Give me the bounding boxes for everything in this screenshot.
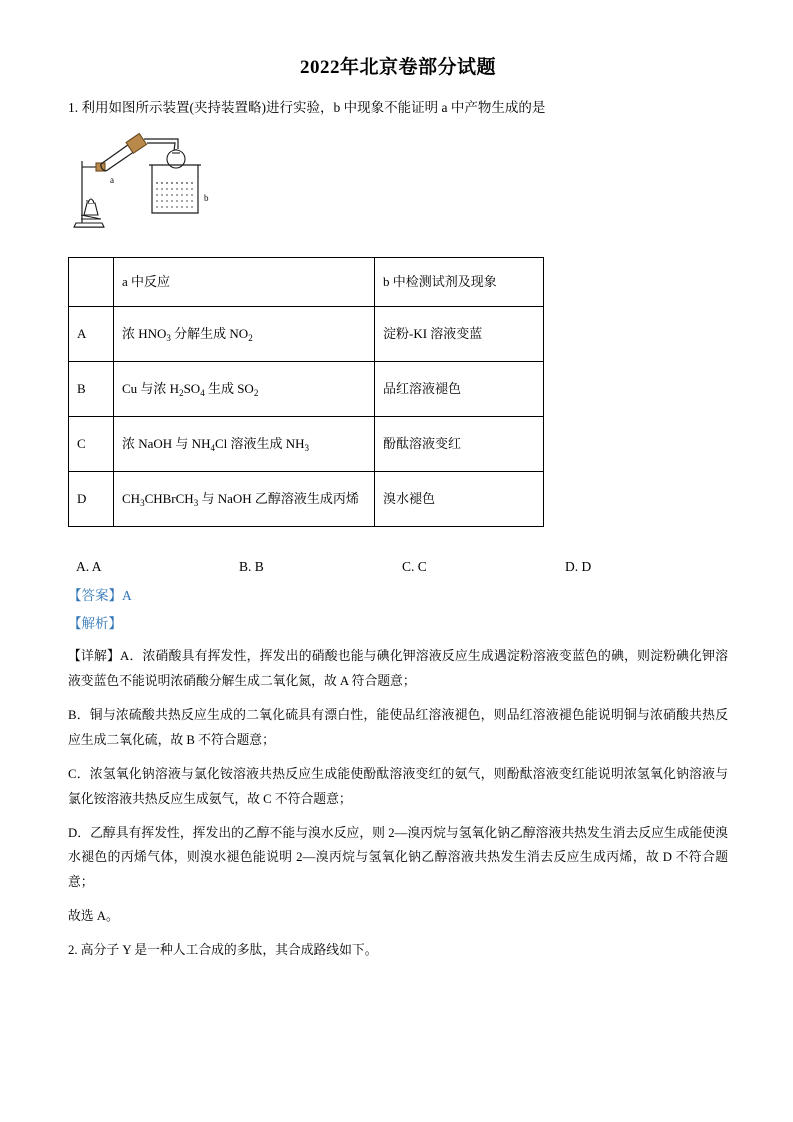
table-row (69, 306, 544, 361)
question1-table (68, 257, 544, 527)
explanation-a: 【详解】A．浓硝酸具有挥发性，挥发出的硝酸也能与碘化钾溶液反应生成遇淀粉溶液变蓝色的碘，则淀粉碘化钾溶液变蓝色不能说明浓硝酸分解生成二氧化氮，故 A 符合题意； (68, 648, 728, 688)
row-reaction: $CH_3CHBrCH_3$ 与 NaOH 乙醇溶液生成丙烯 (114, 471, 375, 526)
experiment-figure (68, 123, 728, 251)
header-detect: b 中检测试剂及现象 (375, 257, 544, 306)
table-row (69, 416, 544, 471)
row-detect: 淀粉-KI 溶液变蓝 (375, 306, 544, 361)
figure-label-a: a (110, 174, 114, 185)
answer-line: 【答案】A (68, 587, 132, 603)
question1-options (76, 559, 728, 575)
table-row (69, 361, 544, 416)
row-detect: 品红溶液褪色 (375, 361, 544, 416)
row-index: C (69, 416, 114, 471)
row-index: D (69, 471, 114, 526)
explanation-b: B．铜与浓硫酸共热反应生成的二氧化硫具有漂白性，能使品红溶液褪色，则品红溶液褪色能说明铜与浓硝酸共热反应生成二氧化硫，故 B 不符合题意； (68, 707, 728, 747)
table-header-row (69, 257, 544, 306)
row-detect: 溴水褪色 (375, 471, 544, 526)
table-row (69, 471, 544, 526)
row-index: B (69, 361, 114, 416)
row-index: A (69, 306, 114, 361)
question1-stem: 1. 利用如图所示装置(夹持装置略)进行实验，b 中现象不能证明 a 中产物生成的是 (68, 100, 546, 115)
header-reaction: a 中反应 (114, 257, 375, 306)
row-reaction: 浓 $HNO_3$ 分解生成 $NO_2$ (114, 306, 375, 361)
option-d[interactable]: D. D (565, 558, 592, 574)
analysis-label: 【解析】 (68, 616, 122, 632)
header-index (69, 257, 114, 306)
row-reaction: Cu 与浓 $H_2SO_4$ 生成 $SO_2$ (114, 361, 375, 416)
option-a[interactable]: A. A (76, 558, 102, 574)
row-reaction: 浓 NaOH 与 $NH_4Cl$ 溶液生成 $NH_3$ (114, 416, 375, 471)
explanation-conclusion: 故选 A。 (68, 909, 119, 924)
explanation-d: D．乙醇具有挥发性，挥发出的乙醇不能与溴水反应，则 2—溴丙烷与氢氧化钠乙醇溶液共热发生消去反应生成能使溴水褪色的丙烯气体，则溴水褪色能说明 2—溴丙烷与氢氧化钠乙醇溶液共热发生消去反应生成丙烯，故 D 不符合题意； (68, 825, 728, 890)
row-detect: 酚酞溶液变红 (375, 416, 544, 471)
document-content (68, 52, 728, 963)
question2-stem: 2. 高分子 Y 是一种人工合成的多肽，其合成路线如下。 (68, 943, 378, 958)
explanation-c: C．浓氢氧化钠溶液与氯化铵溶液共热反应生成能使酚酞溶液变红的氨气，则酚酞溶液变红能说明浓氢氧化钠溶液与氯化铵溶液共热反应生成氨气，故 C 不符合题意； (68, 766, 728, 806)
figure-label-b: b (204, 192, 209, 203)
option-c[interactable]: C. C (402, 558, 427, 574)
page-title: 2022年北京卷部分试题 (299, 57, 496, 78)
option-b[interactable]: B. B (239, 558, 264, 574)
apparatus-diagram-svg (68, 123, 268, 251)
